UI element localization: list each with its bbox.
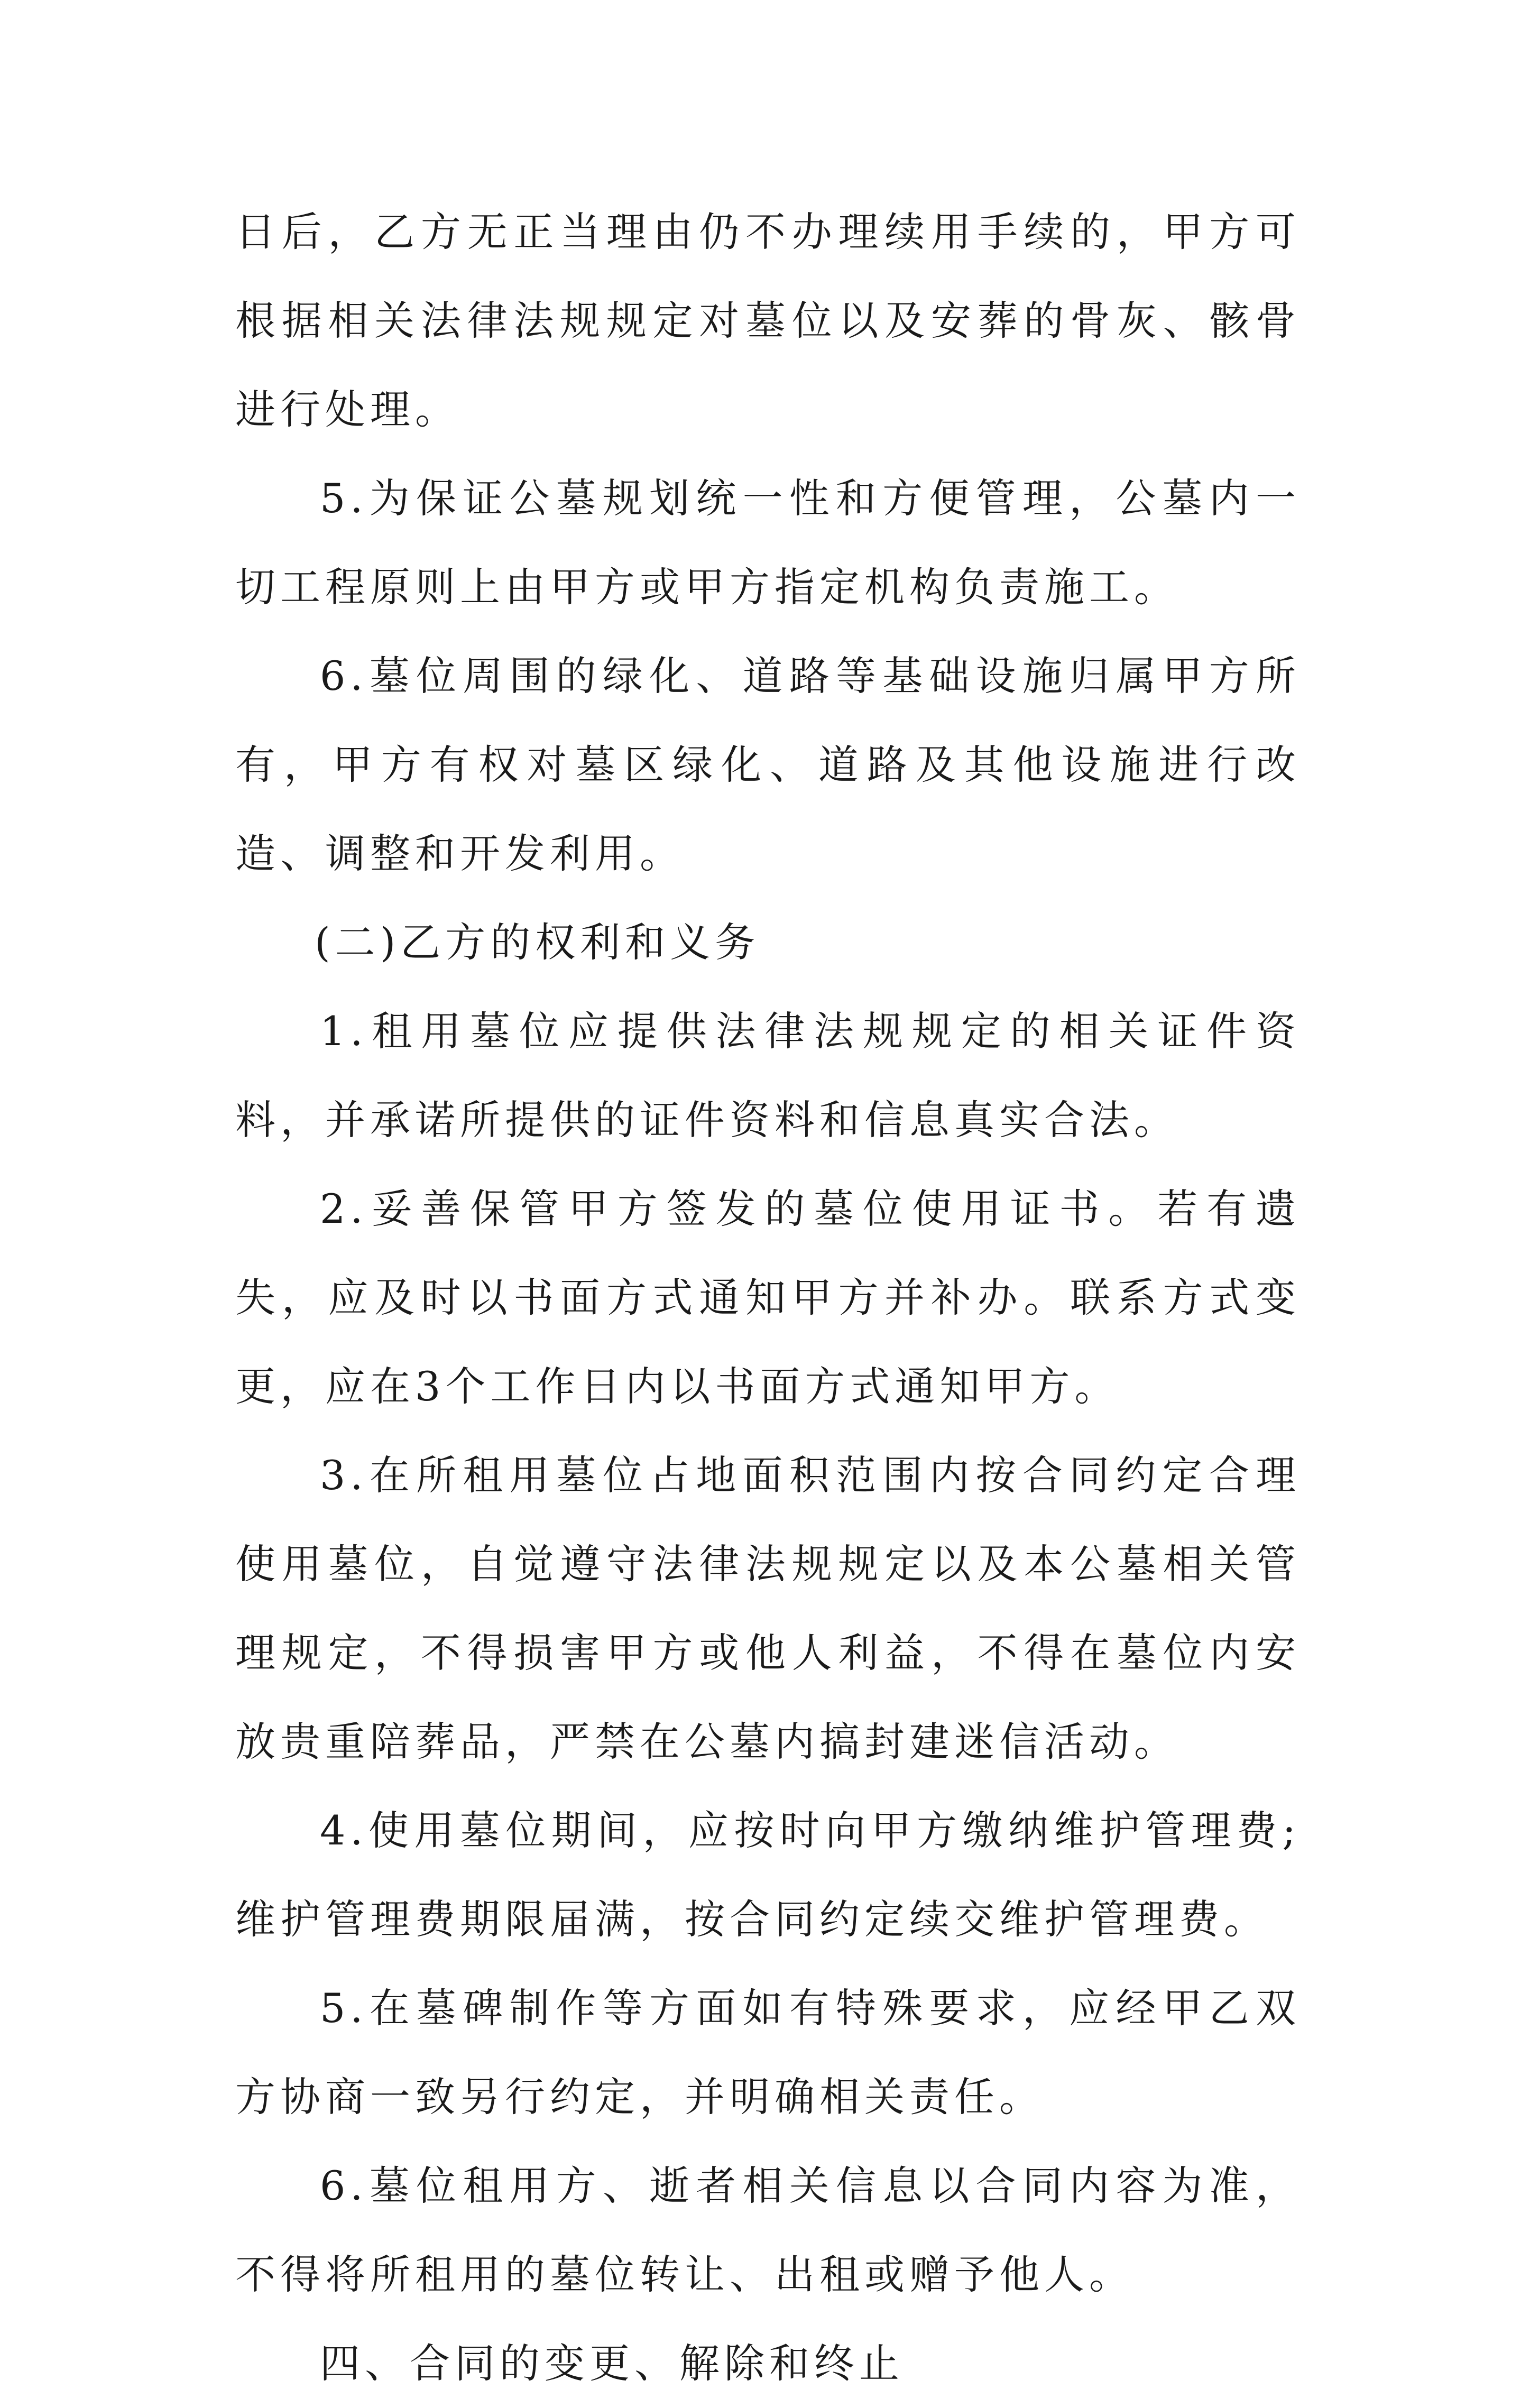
document-body — [235, 188, 1301, 2408]
paragraph-party-b-item-5: 5.在墓碑制作等方面如有特殊要求，应经甲乙双方协商一致另行约定，并明确相关责任。 — [235, 1985, 1301, 2120]
paragraph-party-a-item-5: 5.为保证公墓规划统一性和方便管理，公墓内一切工程原则上由甲方或甲方指定机构负责施工。 — [235, 475, 1301, 611]
paragraph-party-b-item-2: 2.妥善保管甲方签发的墓位使用证书。若有遗失，应及时以书面方式通知甲方并补办。联系方式变更，应在3个工作日内以书面方式通知甲方。 — [235, 1185, 1301, 1410]
paragraph-continuation: 日后，乙方无正当理由仍不办理续用手续的，甲方可根据相关法律法规规定对墓位以及安葬的骨灰、骸骨进行处理。 — [235, 208, 1301, 433]
paragraph-party-b-item-1: 1.租用墓位应提供法律法规规定的相关证件资料，并承诺所提供的证件资料和信息真实合法。 — [235, 1008, 1301, 1143]
paragraph-party-b-item-3: 3.在所租用墓位占地面积范围内按合同约定合理使用墓位，自觉遵守法律法规规定以及本公墓相关管理规定，不得损害甲方或他人利益，不得在墓位内安放贵重陪葬品，严禁在公墓内搞封建迷信活动。 — [235, 1452, 1301, 1765]
section-heading-party-b: (二)乙方的权利和义务 — [315, 919, 760, 966]
paragraph-party-b-item-6: 6.墓位租用方、逝者相关信息以合同内容为准，不得将所租用的墓位转让、出租或赠予他人。 — [235, 2162, 1301, 2298]
section-heading-contract-change: 四、合同的变更、解除和终止 — [320, 2340, 904, 2387]
paragraph-party-a-item-6: 6.墓位周围的绿化、道路等基础设施归属甲方所有，甲方有权对墓区绿化、道路及其他设施进行改造、调整和开发利用。 — [235, 652, 1301, 877]
paragraph-party-b-item-4: 4.使用墓位期间，应按时向甲方缴纳维护管理费;维护管理费期限届满，按合同约定续交维护管理费。 — [235, 1807, 1301, 1943]
